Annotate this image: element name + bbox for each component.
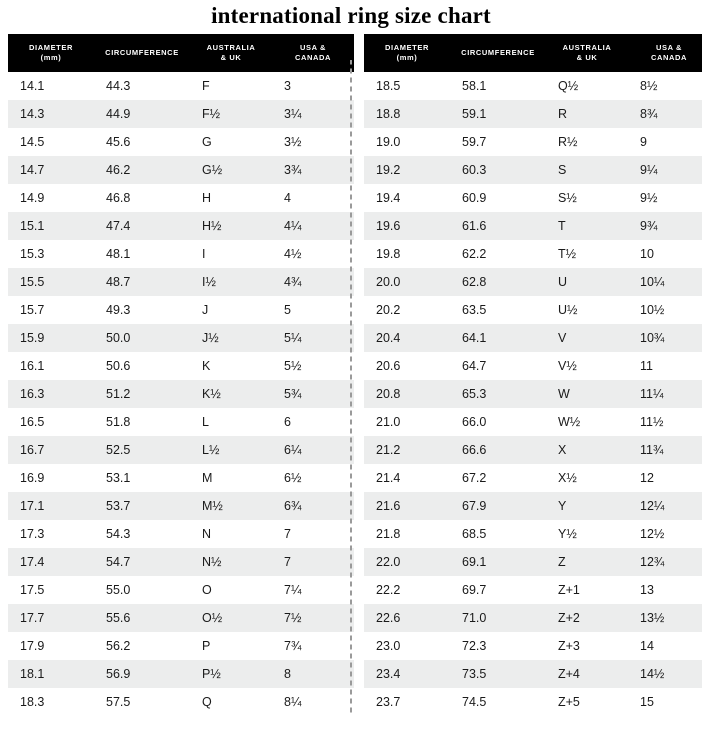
header-diameter-line1: DIAMETER <box>385 43 429 52</box>
cell-circumference: 48.1 <box>106 247 131 261</box>
cell-diameter: 15.7 <box>20 303 45 317</box>
cell-australia-uk: Z+5 <box>558 695 580 709</box>
table-row <box>364 72 702 100</box>
cell-diameter: 19.2 <box>364 156 450 184</box>
table-row <box>8 408 354 436</box>
table-row <box>364 268 702 296</box>
header-usa-canada-line2: CANADA <box>294 53 332 62</box>
table-row <box>364 604 702 632</box>
right-size-table <box>364 34 702 716</box>
cell-usa-canada: 12¾ <box>628 548 702 576</box>
cell-australia-uk: J½ <box>190 324 272 352</box>
table-row <box>8 268 354 296</box>
header-circumference <box>94 34 190 72</box>
right-header-row <box>364 34 702 72</box>
cell-australia-uk: K½ <box>190 380 272 408</box>
header-australia-uk-line1: AUSTRALIA <box>206 43 256 52</box>
cell-circumference: 58.1 <box>462 79 487 93</box>
cell-circumference: 73.5 <box>450 660 546 688</box>
left-table-head <box>8 34 354 72</box>
cell-australia-uk: N <box>202 527 212 541</box>
cell-usa-canada: 12 <box>640 471 654 485</box>
cell-diameter: 22.6 <box>364 604 450 632</box>
cell-diameter: 19.8 <box>376 247 401 261</box>
cell-diameter: 14.7 <box>8 156 94 184</box>
vertical-dotted-divider <box>350 60 352 716</box>
cell-usa-canada: 7½ <box>272 604 354 632</box>
header-diameter-line2: (mm) <box>40 53 62 62</box>
cell-australia-uk: W <box>546 380 628 408</box>
cell-australia-uk: G <box>202 135 212 149</box>
cell-circumference: 66.0 <box>462 415 487 429</box>
table-row <box>8 296 354 324</box>
header-usa-canada <box>272 34 354 72</box>
cell-diameter: 20.8 <box>364 380 450 408</box>
table-row <box>8 128 354 156</box>
cell-diameter: 23.4 <box>364 660 450 688</box>
table-row <box>8 492 354 520</box>
cell-circumference: 54.3 <box>106 527 131 541</box>
cell-diameter: 14.3 <box>8 100 94 128</box>
cell-australia-uk: J <box>202 303 209 317</box>
header-circumference <box>450 34 546 72</box>
cell-circumference: 64.1 <box>450 324 546 352</box>
cell-australia-uk: R <box>546 100 628 128</box>
cell-usa-canada: 12½ <box>640 527 665 541</box>
cell-circumference: 66.6 <box>450 436 546 464</box>
cell-circumference: 56.9 <box>94 660 190 688</box>
cell-diameter: 21.8 <box>376 527 401 541</box>
cell-diameter: 20.2 <box>376 303 401 317</box>
cell-circumference: 71.0 <box>450 604 546 632</box>
cell-circumference: 49.3 <box>106 303 131 317</box>
header-usa-canada <box>628 34 702 72</box>
cell-usa-canada: 8¾ <box>628 100 702 128</box>
cell-australia-uk: F <box>202 79 210 93</box>
cell-usa-canada: 10¼ <box>628 268 702 296</box>
table-row <box>364 436 702 464</box>
cell-australia-uk: N½ <box>190 548 272 576</box>
cell-usa-canada: 3½ <box>284 135 302 149</box>
cell-diameter: 19.0 <box>376 135 401 149</box>
cell-circumference: 69.1 <box>450 548 546 576</box>
cell-usa-canada: 3 <box>284 79 291 93</box>
cell-diameter: 20.4 <box>364 324 450 352</box>
cell-usa-canada: 7¾ <box>284 639 302 653</box>
table-row <box>364 212 702 240</box>
cell-usa-canada: 6 <box>284 415 291 429</box>
cell-australia-uk: Y½ <box>558 527 577 541</box>
cell-australia-uk: I <box>202 247 206 261</box>
cell-circumference: 74.5 <box>462 695 487 709</box>
cell-usa-canada: 7¼ <box>284 583 302 597</box>
cell-australia-uk: T <box>546 212 628 240</box>
cell-circumference: 53.7 <box>94 492 190 520</box>
cell-diameter: 18.5 <box>376 79 401 93</box>
header-australia-uk-line2: & UK <box>220 53 242 62</box>
right-table-head <box>364 34 702 72</box>
cell-circumference: 51.2 <box>94 380 190 408</box>
cell-usa-canada: 10½ <box>640 303 665 317</box>
cell-diameter: 21.0 <box>376 415 401 429</box>
cell-circumference: 62.8 <box>450 268 546 296</box>
cell-circumference: 67.9 <box>450 492 546 520</box>
cell-circumference: 61.6 <box>450 212 546 240</box>
table-row <box>364 492 702 520</box>
table-row <box>8 632 354 660</box>
cell-australia-uk: L <box>202 415 209 429</box>
cell-circumference: 45.6 <box>106 135 131 149</box>
header-usa-canada-line1: USA & <box>655 43 683 52</box>
table-row <box>8 520 354 548</box>
cell-australia-uk: U½ <box>558 303 578 317</box>
table-row <box>8 72 354 100</box>
cell-australia-uk: O <box>202 583 212 597</box>
left-table-body <box>8 72 354 716</box>
cell-usa-canada: 11 <box>640 359 653 373</box>
cell-australia-uk: H½ <box>190 212 272 240</box>
table-row <box>8 352 354 380</box>
table-row <box>364 632 702 660</box>
table-row <box>364 240 702 268</box>
cell-diameter: 20.6 <box>376 359 401 373</box>
cell-diameter: 16.5 <box>20 415 45 429</box>
cell-diameter: 17.1 <box>8 492 94 520</box>
cell-usa-canada: 7 <box>272 548 354 576</box>
header-australia-uk <box>546 34 628 72</box>
cell-circumference: 65.3 <box>450 380 546 408</box>
cell-usa-canada: 8¼ <box>284 695 302 709</box>
table-row <box>8 100 354 128</box>
cell-australia-uk: G½ <box>190 156 272 184</box>
cell-usa-canada: 9¼ <box>628 156 702 184</box>
cell-diameter: 15.9 <box>8 324 94 352</box>
cell-diameter: 17.7 <box>8 604 94 632</box>
cell-diameter: 19.4 <box>376 191 401 205</box>
cell-circumference: 68.5 <box>462 527 487 541</box>
cell-usa-canada: 14 <box>640 639 654 653</box>
cell-usa-canada: 15 <box>640 695 654 709</box>
header-australia-uk-line1: AUSTRALIA <box>562 43 612 52</box>
cell-australia-uk: R½ <box>558 135 578 149</box>
header-diameter-line2: (mm) <box>396 53 418 62</box>
cell-australia-uk: Z+1 <box>558 583 580 597</box>
cell-usa-canada: 7 <box>284 527 291 541</box>
cell-australia-uk: M½ <box>190 492 272 520</box>
table-row <box>8 548 354 576</box>
cell-australia-uk: I½ <box>190 268 272 296</box>
table-row <box>364 156 702 184</box>
cell-australia-uk: Z+2 <box>546 604 628 632</box>
cell-diameter: 21.2 <box>364 436 450 464</box>
cell-circumference: 56.2 <box>106 639 131 653</box>
cell-circumference: 59.7 <box>462 135 487 149</box>
table-row <box>364 688 702 716</box>
cell-australia-uk: S <box>546 156 628 184</box>
header-australia-uk-line2: & UK <box>576 53 598 62</box>
cell-australia-uk: P½ <box>190 660 272 688</box>
table-row <box>364 184 702 212</box>
cell-australia-uk: T½ <box>558 247 577 261</box>
table-row <box>8 604 354 632</box>
cell-australia-uk: K <box>202 359 211 373</box>
cell-diameter: 16.7 <box>8 436 94 464</box>
cell-usa-canada: 9½ <box>640 191 658 205</box>
header-diameter-line1: DIAMETER <box>29 43 73 52</box>
tables-container <box>0 34 702 716</box>
cell-circumference: 44.3 <box>106 79 131 93</box>
cell-diameter: 16.9 <box>20 471 45 485</box>
header-usa-canada-line2: CANADA <box>650 53 688 62</box>
cell-circumference: 55.0 <box>106 583 131 597</box>
cell-australia-uk: V <box>546 324 628 352</box>
cell-usa-canada: 14½ <box>628 660 702 688</box>
cell-diameter: 22.2 <box>376 583 401 597</box>
cell-diameter: 18.3 <box>20 695 45 709</box>
cell-australia-uk: Q <box>202 695 212 709</box>
table-row <box>364 352 702 380</box>
cell-usa-canada: 10 <box>640 247 654 261</box>
cell-circumference: 63.5 <box>462 303 487 317</box>
cell-australia-uk: Q½ <box>558 79 579 93</box>
cell-diameter: 18.8 <box>364 100 450 128</box>
cell-australia-uk: H <box>202 191 212 205</box>
cell-usa-canada: 9 <box>640 135 647 149</box>
cell-australia-uk: V½ <box>558 359 577 373</box>
cell-diameter: 20.0 <box>364 268 450 296</box>
cell-usa-canada: 5½ <box>284 359 302 373</box>
table-row <box>364 660 702 688</box>
cell-usa-canada: 4¼ <box>272 212 354 240</box>
table-row <box>364 380 702 408</box>
cell-usa-canada: 5¾ <box>272 380 354 408</box>
table-row <box>8 240 354 268</box>
cell-circumference: 48.7 <box>94 268 190 296</box>
header-circumference-line1: CIRCUMFERENCE <box>461 48 535 57</box>
table-row <box>364 464 702 492</box>
cell-usa-canada: 11¼ <box>628 380 702 408</box>
cell-usa-canada: 6¾ <box>272 492 354 520</box>
cell-usa-canada: 13½ <box>628 604 702 632</box>
cell-circumference: 60.9 <box>462 191 487 205</box>
cell-usa-canada: 3¾ <box>272 156 354 184</box>
cell-usa-canada: 13 <box>640 583 654 597</box>
cell-usa-canada: 8½ <box>640 79 658 93</box>
cell-usa-canada: 8 <box>272 660 354 688</box>
table-row <box>364 576 702 604</box>
cell-circumference: 59.1 <box>450 100 546 128</box>
cell-circumference: 44.9 <box>94 100 190 128</box>
table-row <box>8 688 354 716</box>
cell-circumference: 50.6 <box>106 359 131 373</box>
ring-size-chart-page <box>0 2 702 749</box>
cell-australia-uk: L½ <box>190 436 272 464</box>
cell-australia-uk: X½ <box>558 471 577 485</box>
cell-diameter: 17.9 <box>20 639 45 653</box>
cell-circumference: 46.2 <box>94 156 190 184</box>
cell-diameter: 14.9 <box>20 191 45 205</box>
cell-diameter: 16.3 <box>8 380 94 408</box>
cell-usa-canada: 4 <box>284 191 291 205</box>
table-row <box>364 520 702 548</box>
table-row <box>8 380 354 408</box>
cell-diameter: 23.0 <box>376 639 401 653</box>
cell-circumference: 62.2 <box>462 247 487 261</box>
cell-diameter: 15.1 <box>8 212 94 240</box>
cell-diameter: 19.6 <box>364 212 450 240</box>
cell-circumference: 46.8 <box>106 191 131 205</box>
cell-australia-uk: O½ <box>190 604 272 632</box>
cell-usa-canada: 5¼ <box>272 324 354 352</box>
cell-circumference: 60.3 <box>450 156 546 184</box>
table-row <box>8 436 354 464</box>
cell-australia-uk: Z <box>546 548 628 576</box>
cell-diameter: 21.4 <box>376 471 401 485</box>
cell-circumference: 51.8 <box>106 415 131 429</box>
header-circumference-line1: CIRCUMFERENCE <box>105 48 179 57</box>
cell-usa-canada: 3¼ <box>272 100 354 128</box>
left-header-row <box>8 34 354 72</box>
table-row <box>8 156 354 184</box>
table-row <box>364 296 702 324</box>
cell-diameter: 17.4 <box>8 548 94 576</box>
table-row <box>8 464 354 492</box>
cell-usa-canada: 6½ <box>284 471 302 485</box>
cell-diameter: 14.5 <box>20 135 45 149</box>
cell-circumference: 55.6 <box>94 604 190 632</box>
cell-diameter: 14.1 <box>20 79 45 93</box>
cell-circumference: 69.7 <box>462 583 487 597</box>
cell-diameter: 17.3 <box>20 527 45 541</box>
header-diameter <box>364 34 450 72</box>
right-table-body <box>364 72 702 716</box>
cell-diameter: 15.3 <box>20 247 45 261</box>
table-row <box>364 324 702 352</box>
cell-usa-canada: 12¼ <box>628 492 702 520</box>
cell-usa-canada: 11¾ <box>628 436 702 464</box>
table-row <box>364 100 702 128</box>
cell-usa-canada: 6¼ <box>272 436 354 464</box>
cell-circumference: 52.5 <box>94 436 190 464</box>
cell-circumference: 47.4 <box>94 212 190 240</box>
cell-diameter: 17.5 <box>20 583 45 597</box>
cell-circumference: 50.0 <box>94 324 190 352</box>
header-australia-uk <box>190 34 272 72</box>
cell-australia-uk: M <box>202 471 213 485</box>
left-size-table <box>8 34 354 716</box>
page-title: international ring size chart <box>211 3 491 28</box>
cell-diameter: 16.1 <box>20 359 45 373</box>
left-table-wrap <box>8 34 338 716</box>
header-diameter <box>8 34 94 72</box>
cell-australia-uk: X <box>546 436 628 464</box>
cell-usa-canada: 9¾ <box>628 212 702 240</box>
cell-australia-uk: Z+3 <box>558 639 580 653</box>
table-row <box>364 408 702 436</box>
cell-circumference: 53.1 <box>106 471 131 485</box>
cell-australia-uk: S½ <box>558 191 577 205</box>
cell-diameter: 22.0 <box>364 548 450 576</box>
cell-usa-canada: 4¾ <box>272 268 354 296</box>
cell-diameter: 18.1 <box>8 660 94 688</box>
cell-australia-uk: W½ <box>558 415 581 429</box>
cell-circumference: 64.7 <box>462 359 487 373</box>
cell-australia-uk: Y <box>546 492 628 520</box>
cell-circumference: 54.7 <box>94 548 190 576</box>
cell-australia-uk: Z+4 <box>546 660 628 688</box>
cell-usa-canada: 11½ <box>640 415 664 429</box>
header-usa-canada-line1: USA & <box>299 43 327 52</box>
table-row <box>8 576 354 604</box>
cell-australia-uk: P <box>202 639 211 653</box>
cell-diameter: 21.6 <box>364 492 450 520</box>
right-table-wrap <box>364 34 694 716</box>
cell-circumference: 67.2 <box>462 471 487 485</box>
table-row <box>364 128 702 156</box>
cell-australia-uk: F½ <box>190 100 272 128</box>
cell-circumference: 57.5 <box>106 695 131 709</box>
cell-australia-uk: U <box>546 268 628 296</box>
cell-circumference: 72.3 <box>462 639 487 653</box>
table-row <box>364 548 702 576</box>
table-row <box>8 324 354 352</box>
table-row <box>8 212 354 240</box>
cell-usa-canada: 10¾ <box>628 324 702 352</box>
cell-diameter: 23.7 <box>376 695 401 709</box>
cell-diameter: 15.5 <box>8 268 94 296</box>
table-row <box>8 184 354 212</box>
cell-usa-canada: 5 <box>284 303 291 317</box>
table-row <box>8 660 354 688</box>
cell-usa-canada: 4½ <box>284 247 302 261</box>
